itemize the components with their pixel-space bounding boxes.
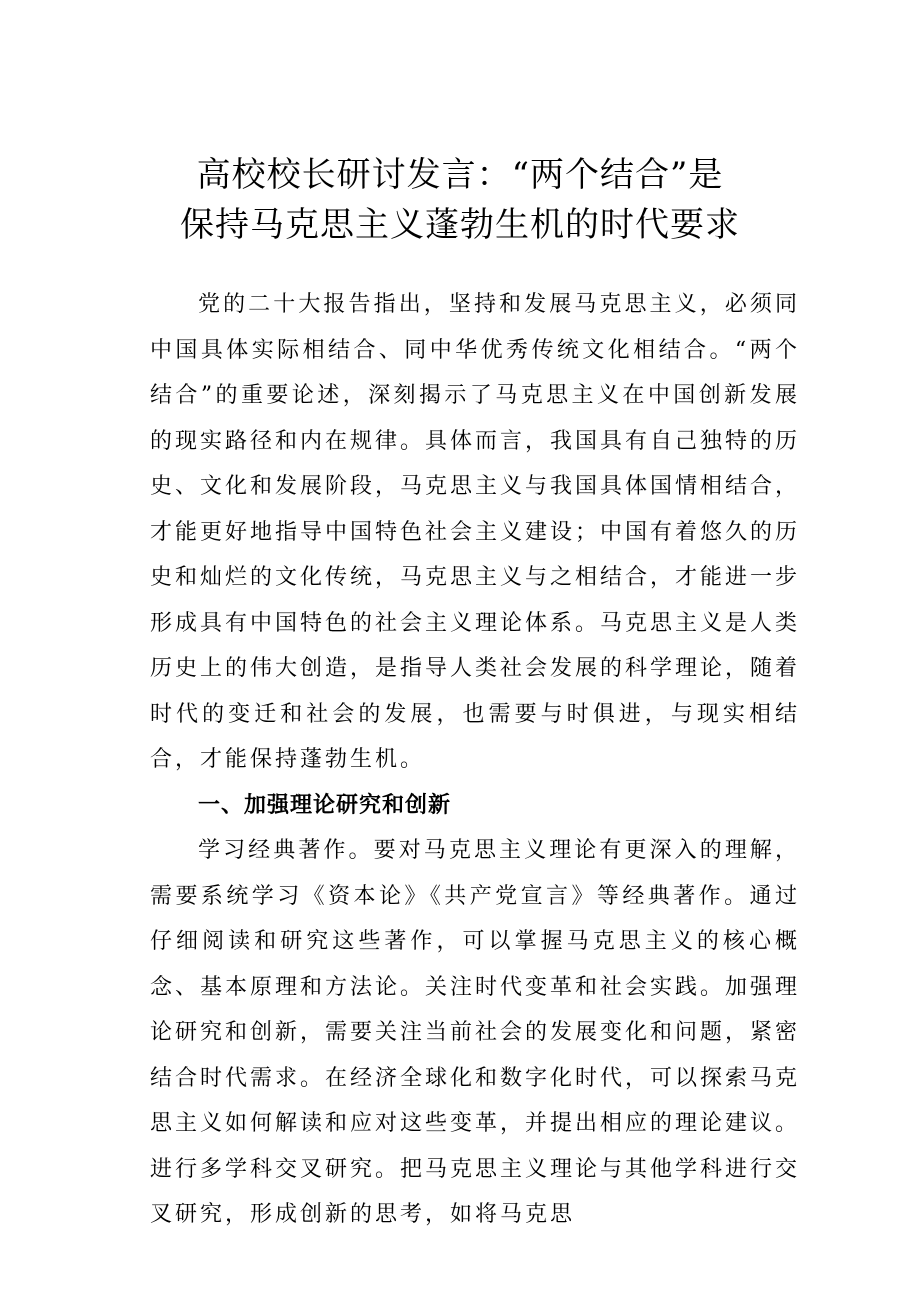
document-body	[150, 282, 800, 1238]
title-line-1: 高校校长研讨发言：“两个结合”是	[196, 155, 724, 195]
document-title	[0, 150, 920, 250]
section-heading-1: 一、加强理论研究和创新	[198, 792, 452, 818]
intro-paragraph: 党的二十大报告指出，坚持和发展马克思主义，必须同中国具体实际相结合、同中华优秀传统文化相结合。“两个结合”的重要论述，深刻揭示了马克思主义在中国创新发展的现实路径和内在规律。具体而言，我国具有自己独特的历史、文化和发展阶段，马克思主义与我国具体国情相结合，才能更好地指导中国特色社会主义建设；中国有着悠久的历史和灿烂的文化传统，马克思主义与之相结合，才能进一步形成具有中国特色的社会主义理论体系。马克思主义是人类历史上的伟大创造，是指导人类社会发展的科学理论，随着时代的变迁和社会的发展，也需要与时俱进，与现实相结合，才能保持蓬勃生机。	[150, 292, 801, 772]
section-1-paragraph: 学习经典著作。要对马克思主义理论有更深入的理解，需要系统学习《资本论》《共产党宣言》等经典著作。通过仔细阅读和研究这些著作，可以掌握马克思主义的核心概念、基本原理和方法论。关注时代变革和社会实践。加强理论研究和创新，需要关注当前社会的发展变化和问题，紧密结合时代需求。在经济全球化和数字化时代，可以探索马克思主义如何解读和应对这些变革，并提出相应的理论建议。进行多学科交叉研究。把马克思主义理论与其他学科进行交叉研究，形成创新的思考，如将马克思	[150, 838, 801, 1227]
title-line-2: 保持马克思主义蓬勃生机的时代要求	[180, 205, 740, 245]
